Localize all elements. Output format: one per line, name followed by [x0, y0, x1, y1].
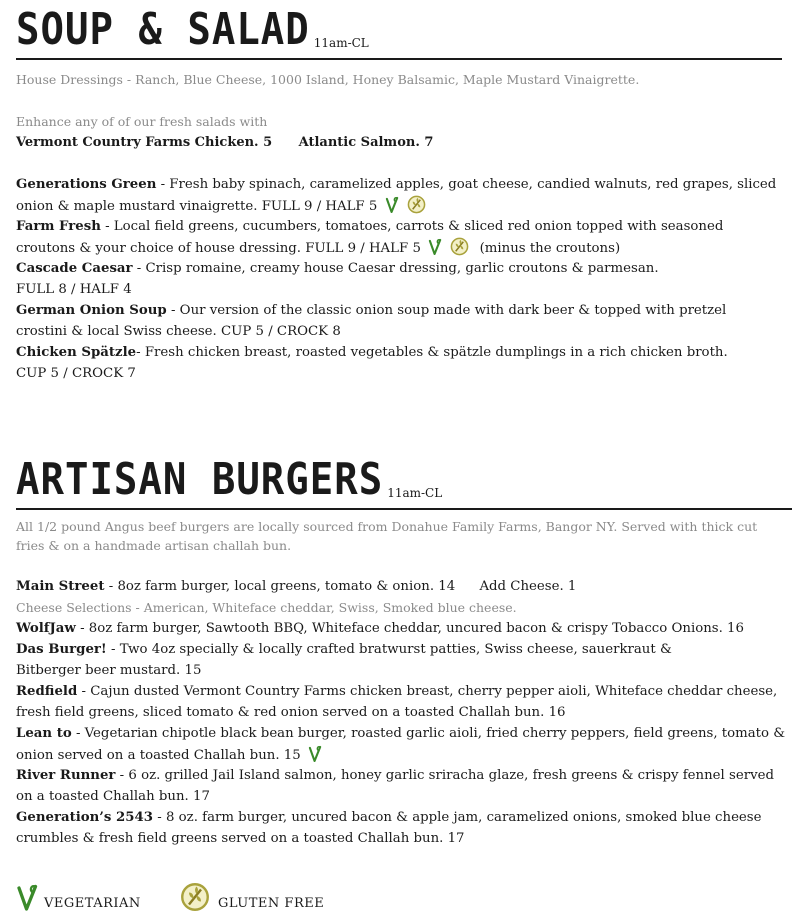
burgers-section-title: ARTISAN BURGERS [16, 454, 384, 506]
item-desc: - Fresh baby spinach, caramelized apples, goat cheese, candied walnuts, red grapes, sliced [156, 177, 777, 192]
enhance-salmon: Atlantic Salmon. 7 [298, 135, 434, 150]
burgers-divider [16, 508, 792, 510]
item-price: CUP 5 / CROCK 7 [16, 366, 136, 381]
menu-item-cont [16, 744, 791, 766]
menu-item-cont [16, 321, 791, 342]
item-desc: - Crisp romaine, creamy house Caesar dressing, garlic croutons & parmesan. [132, 261, 659, 276]
item-desc: - 8oz farm burger, local greens, tomato & onion. 14 [104, 579, 456, 594]
burgers-intro: All 1/2 pound Angus beef burgers are locally sourced from Donahue Family Farms, Bangor NY. Served with thick cut fries & on a handmade artisan challah bun. [16, 519, 758, 553]
cheese-note [16, 597, 791, 619]
item-desc: onion & maple mustard vinaigrette. FULL 9 / HALF 5 [16, 199, 378, 214]
menu-item [16, 807, 791, 828]
item-name: Farm Fresh [16, 219, 101, 234]
gluten-free-icon [180, 882, 210, 912]
menu-item-cont [16, 660, 791, 681]
legend-vegetarian-label: VEGETARIAN [44, 896, 141, 911]
icon-legend [14, 882, 394, 916]
item-desc: crumbles & fresh field greens served on a toasted Challah bun. 17 [16, 831, 465, 846]
item-name: River Runner [16, 768, 116, 783]
veg-icon [385, 195, 400, 214]
cheese-selections: Cheese Selections - American, Whiteface cheddar, Swiss, Smoked blue cheese. [16, 600, 517, 615]
menu-item-cont [16, 195, 791, 217]
item-name: WolfJaw [16, 621, 76, 636]
item-desc: on a toasted Challah bun. 17 [16, 789, 210, 804]
item-desc: - Two 4oz specially & locally crafted bratwurst patties, Swiss cheese, sauerkraut & [106, 642, 672, 657]
menu-item-cont [16, 702, 791, 723]
item-name: Chicken Spätzle [16, 345, 137, 360]
burgers-section-header [16, 454, 443, 506]
menu-item [16, 618, 791, 639]
menu-item [16, 639, 791, 660]
item-desc: onion served on a toasted Challah bun. 15 [16, 748, 301, 763]
item-name: Generation’s 2543 [16, 810, 154, 825]
item-desc: - Local field greens, cucumbers, tomatoes, carrots & sliced red onion topped with seasoned [100, 219, 724, 234]
menu-item-cont [16, 279, 791, 300]
menu-item-cont [16, 363, 791, 384]
enhance-chicken: Vermont Country Farms Chicken. 5 [16, 135, 273, 150]
menu-item [16, 342, 791, 363]
menu-item [16, 681, 791, 702]
soup-section-header [16, 4, 369, 56]
menu-item-cont [16, 237, 791, 259]
menu-item [16, 258, 791, 279]
house-dressings-note: House Dressings - Ranch, Blue Cheese, 1000 Island, Honey Balsamic, Maple Mustard Vinaigrette. [16, 72, 640, 87]
menu-item-cont [16, 786, 791, 807]
menu-item [16, 576, 791, 597]
menu-item [16, 765, 791, 786]
item-desc: - Fresh chicken breast, roasted vegetables & spätzle dumplings in a rich chicken broth. [136, 345, 728, 360]
item-name: German Onion Soup [16, 303, 167, 318]
gluten-free-icon [450, 237, 469, 256]
item-name: Generations Green [16, 177, 157, 192]
menu-item [16, 300, 791, 321]
item-name: Lean to [16, 726, 72, 741]
item-name: Cascade Caesar [16, 261, 133, 276]
enhance-note: Enhance any of of our fresh salads with [16, 114, 268, 129]
soup-section-hours: 11am-CL [313, 36, 369, 50]
legend-gluten-free-label: GLUTEN FREE [218, 896, 325, 911]
menu-item-cont [16, 828, 791, 849]
item-name: Redfield [16, 684, 78, 699]
add-cheese: Add Cheese. 1 [479, 579, 577, 594]
item-desc: - Our version of the classic onion soup made with dark beer & topped with pretzel [166, 303, 727, 318]
item-name: Main Street [16, 579, 105, 594]
burgers-section-hours: 11am-CL [387, 486, 443, 500]
item-desc: - 6 oz. grilled Jail Island salmon, honey garlic sriracha glaze, fresh greens & crispy fennel served [115, 768, 774, 783]
item-desc: croutons & your choice of house dressing. FULL 9 / HALF 5 [16, 241, 421, 256]
menu-item [16, 723, 791, 744]
item-desc: Bitberger beer mustard. 15 [16, 663, 202, 678]
soup-section-title: SOUP & SALAD [16, 4, 310, 56]
menu-item [16, 216, 791, 237]
veg-icon [16, 882, 40, 912]
menu-item [16, 174, 791, 195]
soup-divider [16, 58, 782, 60]
enhance-options [16, 132, 791, 153]
item-desc: - 8oz farm burger, Sawtooth BBQ, Whiteface cheddar, uncured bacon & crispy Tobacco Onions. 16 [75, 621, 744, 636]
item-desc: fresh field greens, sliced tomato & red onion served on a toasted Challah bun. 16 [16, 705, 566, 720]
item-name: Das Burger! [16, 642, 107, 657]
gluten-free-icon [407, 195, 426, 214]
item-desc: - Cajun dusted Vermont Country Farms chicken breast, cherry pepper aioli, Whiteface cheddar cheese, [77, 684, 778, 699]
item-desc: - Vegetarian chipotle black bean burger, roasted garlic aioli, fried cherry peppers, field greens, tomato & [71, 726, 786, 741]
veg-icon [308, 744, 323, 763]
item-desc: crostini & local Swiss cheese. CUP 5 / CROCK 8 [16, 324, 341, 339]
item-desc: - 8 oz. farm burger, uncured bacon & apple jam, caramelized onions, smoked blue cheese [153, 810, 762, 825]
item-note: (minus the croutons) [479, 241, 621, 256]
veg-icon [428, 237, 443, 256]
item-price: FULL 8 / HALF 4 [16, 282, 132, 297]
